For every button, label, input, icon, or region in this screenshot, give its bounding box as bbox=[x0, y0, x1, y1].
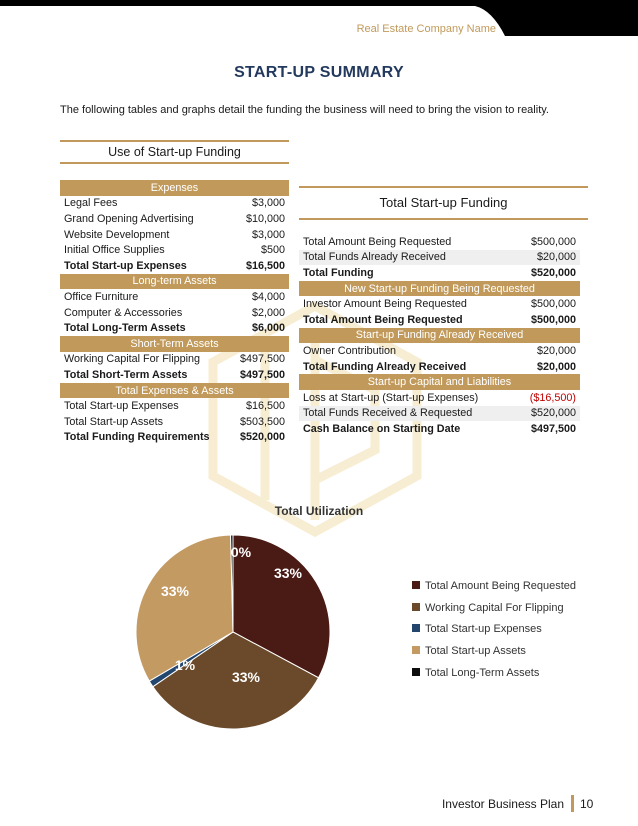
row-value: $20,000 bbox=[536, 360, 576, 373]
row-value: $500,000 bbox=[530, 313, 576, 326]
row-label: Investor Amount Being Requested bbox=[303, 298, 467, 311]
row-label: Website Development bbox=[64, 228, 170, 241]
row-label: Total Funds Received & Requested bbox=[299, 406, 516, 422]
table-row bbox=[299, 296, 580, 312]
row-value: $6,000 bbox=[251, 322, 285, 335]
chart-legend bbox=[404, 574, 586, 684]
page-title: START-UP SUMMARY bbox=[234, 64, 404, 81]
row-label: Total Funding bbox=[303, 266, 374, 279]
section-header-label: Expenses bbox=[60, 180, 289, 196]
section-header-label: Long-term Assets bbox=[60, 274, 289, 290]
table-total-row bbox=[60, 320, 289, 336]
table-total-row bbox=[299, 312, 580, 328]
row-label: Total Start-up Assets bbox=[64, 415, 164, 428]
row-label: Office Furniture bbox=[64, 290, 139, 303]
table-section-header bbox=[299, 328, 580, 344]
legend-swatch bbox=[412, 603, 420, 611]
legend-item bbox=[412, 580, 576, 592]
table-section-header bbox=[60, 274, 289, 290]
row-value: $497,500 bbox=[239, 353, 285, 366]
pie-data-label: 33% bbox=[231, 669, 261, 685]
section-header-label: New Start-up Funding Being Requested bbox=[299, 281, 580, 297]
table-total-row bbox=[60, 258, 289, 274]
table-row bbox=[299, 390, 580, 406]
row-value: $4,000 bbox=[251, 290, 285, 303]
table-section-header bbox=[299, 374, 580, 390]
header-banner bbox=[0, 0, 638, 36]
legend-item bbox=[412, 667, 539, 679]
legend-item bbox=[412, 645, 526, 657]
row-label: Total Long-Term Assets bbox=[64, 322, 186, 335]
legend-label: Total Amount Being Requested bbox=[425, 580, 577, 592]
table-total-row bbox=[299, 265, 580, 281]
row-label: Total Start-up Expenses bbox=[64, 400, 179, 413]
table-section-header bbox=[60, 336, 289, 352]
row-label: Loss at Start-up (Start-up Expenses) bbox=[303, 391, 479, 404]
row-label: Total Amount Being Requested bbox=[303, 313, 463, 326]
table-row bbox=[299, 343, 580, 359]
row-label: Initial Office Supplies bbox=[64, 244, 165, 257]
table-row bbox=[60, 289, 289, 305]
row-label: Total Amount Being Requested bbox=[303, 235, 452, 248]
table-section-header bbox=[60, 383, 289, 399]
legend-swatch bbox=[412, 646, 420, 654]
row-value: $520,000 bbox=[239, 431, 285, 444]
row-value: $500,000 bbox=[530, 298, 576, 311]
legend-swatch bbox=[412, 668, 420, 676]
footer-title: Investor Business Plan bbox=[441, 797, 564, 811]
row-value: $20,000 bbox=[516, 250, 580, 266]
row-value: $16,500 bbox=[245, 259, 285, 272]
table-row bbox=[60, 414, 289, 430]
row-value: $10,000 bbox=[245, 212, 285, 225]
table-row bbox=[60, 211, 289, 227]
row-label: Total Start-up Expenses bbox=[64, 259, 187, 272]
pie-data-label: 0% bbox=[230, 544, 252, 560]
legend-label: Total Start-up Assets bbox=[425, 645, 526, 658]
legend-swatch bbox=[412, 624, 420, 632]
table-row bbox=[60, 398, 289, 414]
row-value: $16,500 bbox=[245, 400, 285, 413]
row-value: $520,000 bbox=[516, 406, 580, 422]
table-total-row bbox=[299, 359, 580, 375]
total-funding-table bbox=[299, 234, 580, 437]
row-label: Grand Opening Advertising bbox=[64, 212, 194, 225]
table-row bbox=[299, 234, 580, 250]
row-label: Legal Fees bbox=[64, 197, 118, 210]
row-value: $500 bbox=[260, 244, 285, 257]
table-total-row bbox=[60, 367, 289, 383]
table-row bbox=[299, 250, 580, 266]
row-value: $520,000 bbox=[530, 266, 576, 279]
row-label: Cash Balance on Starting Date bbox=[303, 422, 461, 435]
table-row bbox=[60, 196, 289, 212]
row-label: Computer & Accessories bbox=[64, 306, 183, 319]
row-label: Total Funding Requirements bbox=[64, 431, 210, 444]
table-row bbox=[60, 352, 289, 368]
section-header-label: Total Expenses & Assets bbox=[60, 383, 289, 399]
row-value: ($16,500) bbox=[529, 391, 576, 404]
table-section-header bbox=[299, 281, 580, 297]
page-number: 10 bbox=[580, 797, 594, 811]
intro-text: The following tables and graphs detail the funding the business will need to bring the vision to reality. bbox=[60, 104, 549, 116]
row-value: $3,000 bbox=[251, 197, 285, 210]
row-value: $3,000 bbox=[251, 228, 285, 241]
section-header-label: Short-Term Assets bbox=[60, 336, 289, 352]
row-value: $500,000 bbox=[530, 235, 576, 248]
legend-label: Total Long-Term Assets bbox=[425, 666, 540, 679]
row-value: $2,000 bbox=[251, 306, 285, 319]
row-label: Working Capital For Flipping bbox=[64, 353, 201, 366]
table-row bbox=[299, 406, 580, 422]
table-row bbox=[60, 227, 289, 243]
page-number-bar bbox=[571, 795, 574, 812]
legend-item bbox=[412, 602, 564, 614]
row-value: $503,500 bbox=[239, 415, 285, 428]
section-header-label: Start-up Capital and Liabilities bbox=[299, 374, 580, 390]
table-total-row bbox=[60, 430, 289, 446]
row-label: Total Funding Already Received bbox=[303, 360, 467, 373]
table-section-header bbox=[60, 180, 289, 196]
row-label: Total Funds Already Received bbox=[299, 250, 516, 266]
use-of-funding-table bbox=[60, 180, 289, 445]
legend-item bbox=[412, 623, 542, 635]
legend-label: Working Capital For Flipping bbox=[425, 601, 564, 614]
pie-data-label: 33% bbox=[273, 565, 303, 581]
company-name: Real Estate Company Name bbox=[356, 23, 496, 35]
legend-label: Total Start-up Expenses bbox=[425, 623, 542, 636]
row-label: Total Short-Term Assets bbox=[64, 368, 188, 381]
row-value: $497,500 bbox=[530, 422, 576, 435]
legend-swatch bbox=[412, 581, 420, 589]
table-row bbox=[60, 242, 289, 258]
row-value: $20,000 bbox=[536, 344, 576, 357]
chart-title: Total Utilization bbox=[274, 504, 364, 518]
pie-data-label: 1% bbox=[174, 657, 196, 673]
total-funding-heading: Total Start-up Funding bbox=[299, 186, 588, 220]
section-header-label: Start-up Funding Already Received bbox=[299, 328, 580, 344]
use-of-funding-heading: Use of Start-up Funding bbox=[60, 140, 289, 164]
pie-data-label: 33% bbox=[160, 583, 190, 599]
table-row bbox=[60, 305, 289, 321]
table-total-row bbox=[299, 421, 580, 437]
row-value: $497,500 bbox=[239, 368, 285, 381]
row-label: Owner Contribution bbox=[303, 344, 397, 357]
